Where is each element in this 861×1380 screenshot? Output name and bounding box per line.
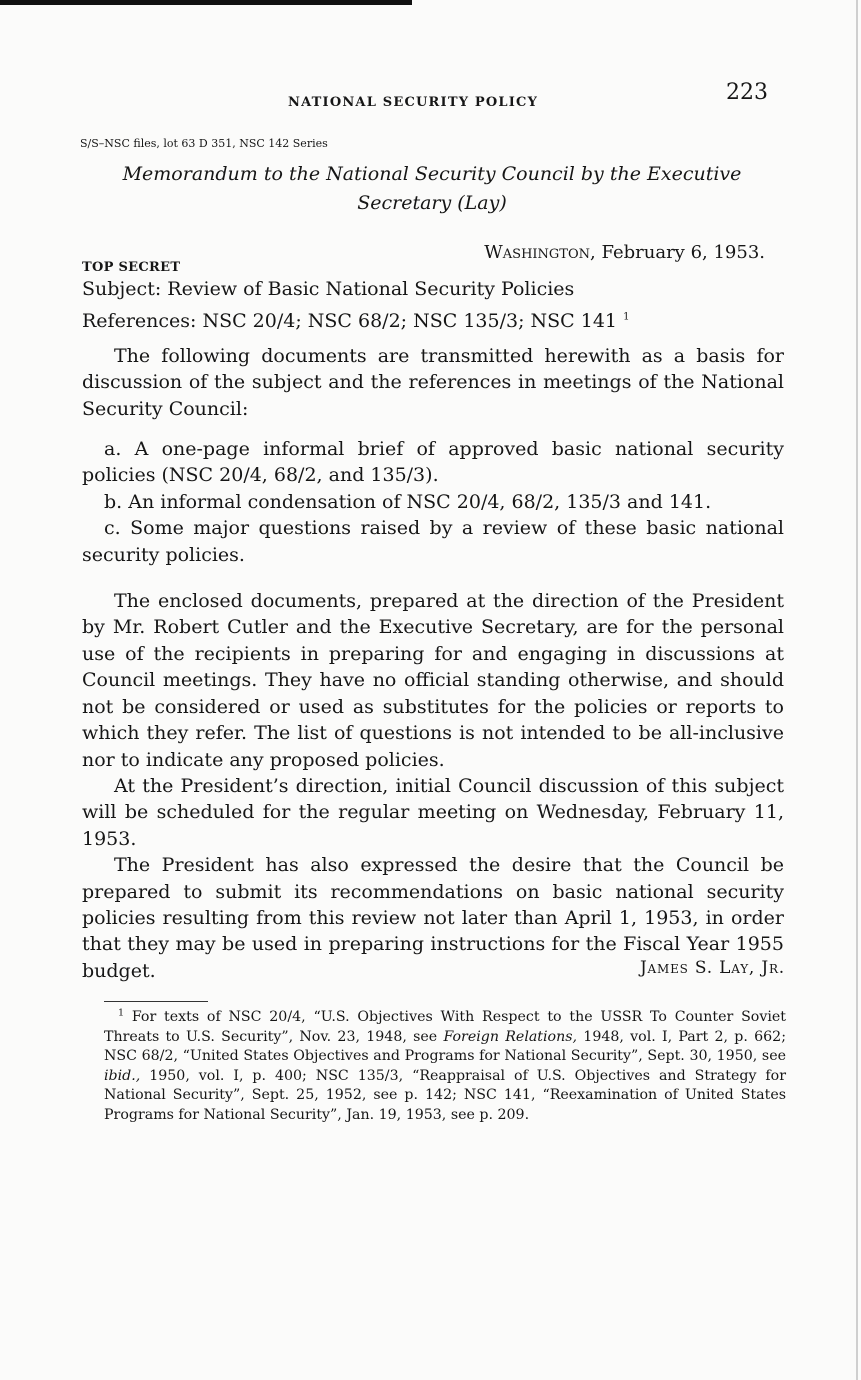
source-note: S/S–NSC files, lot 63 D 351, NSC 142 Series xyxy=(80,137,328,150)
dateline-place: Washington xyxy=(484,242,591,263)
paragraph-intro: The following documents are transmitted herewith as a basis for discussion of the subject and the references in meetings of the National Security Council: xyxy=(82,344,784,420)
references-text: References: NSC 20/4; NSC 68/2; NSC 135/3; NSC 141 xyxy=(82,310,618,333)
list-item-c: c. Some major questions raised by a review of these basic national security policies. xyxy=(82,517,784,566)
document-title xyxy=(80,160,784,218)
footnote-text-2: 1948, vol. I, Part 2, p. 662; NSC 68/2, “United States Objectives and Programs for National Security”, Sept. 30, 1950, see xyxy=(104,1028,786,1064)
subject-line: Subject: Review of Basic National Security Policies xyxy=(82,278,575,300)
footnote xyxy=(104,1008,786,1125)
signature: James S. Lay, Jr. xyxy=(639,958,785,978)
list-item-a: a. A one-page informal brief of approved basic national security policies (NSC 20/4, 68/2, and 135/3). xyxy=(82,438,784,487)
dateline xyxy=(484,242,765,263)
footnote-italic-1: Foreign Relations, xyxy=(443,1028,578,1045)
footnote-rule xyxy=(104,1001,208,1002)
paragraph-enclosed: The enclosed documents, prepared at the direction of the President by Mr. Robert Cutler and the Executive Secretary, are for the personal use of the recipients in preparing for and engaging in discussions at Council meetings. They have no official standing otherwise, and should not be considered or used as substitutes for the policies or reports to which they refer. The list of questions is not intended to be all-inclusive nor to indicate any proposed policies. xyxy=(82,590,784,771)
footnote-marker: 1 xyxy=(118,1007,125,1019)
references-line xyxy=(82,308,784,334)
document-title-line-1: Memorandum to the National Security Council by the Executive xyxy=(122,163,742,185)
footnote-text-3: 1950, vol. I, p. 400; NSC 135/3, “Reappraisal of U.S. Objectives and Strategy for National Security”, Sept. 25, 1952, see p. 142; NSC 141, “Reexamination of United States Programs for National Security”, Jan. 19, 1953, see p. 209. xyxy=(104,1067,786,1123)
document-title-line-2: Secretary (Lay) xyxy=(357,192,507,214)
footnote-text-1: For texts of NSC 20/4, “U.S. Objectives With Respect to the USSR To Counter Soviet Threats to U.S. Security”, Nov. 23, 1948, see xyxy=(104,1009,786,1045)
list-item-b: b. An informal condensation of NSC 20/4, 68/2, 135/3 and 141. xyxy=(104,490,712,513)
dateline-date: , February 6, 1953. xyxy=(590,242,765,263)
footnote-reference: 1 xyxy=(623,312,630,324)
paragraph-direction: At the President’s direction, initial Council discussion of this subject will be scheduled for the regular meeting on Wednesday, February 11, 1953. xyxy=(82,774,784,850)
footnote-italic-2: ibid., xyxy=(104,1067,141,1084)
running-head: NATIONAL SECURITY POLICY xyxy=(288,95,539,110)
classification-marking: TOP SECRET xyxy=(82,260,181,275)
memo-body xyxy=(82,270,784,984)
paragraph-desire: The President has also expressed the desire that the Council be prepared to submit its recommendations on basic national security policies resulting from this review not later than April 1, 1953, in order that they may be used in preparing instructions for the Fiscal Year 1955 budget. xyxy=(82,854,784,982)
page-number: 223 xyxy=(726,80,768,105)
